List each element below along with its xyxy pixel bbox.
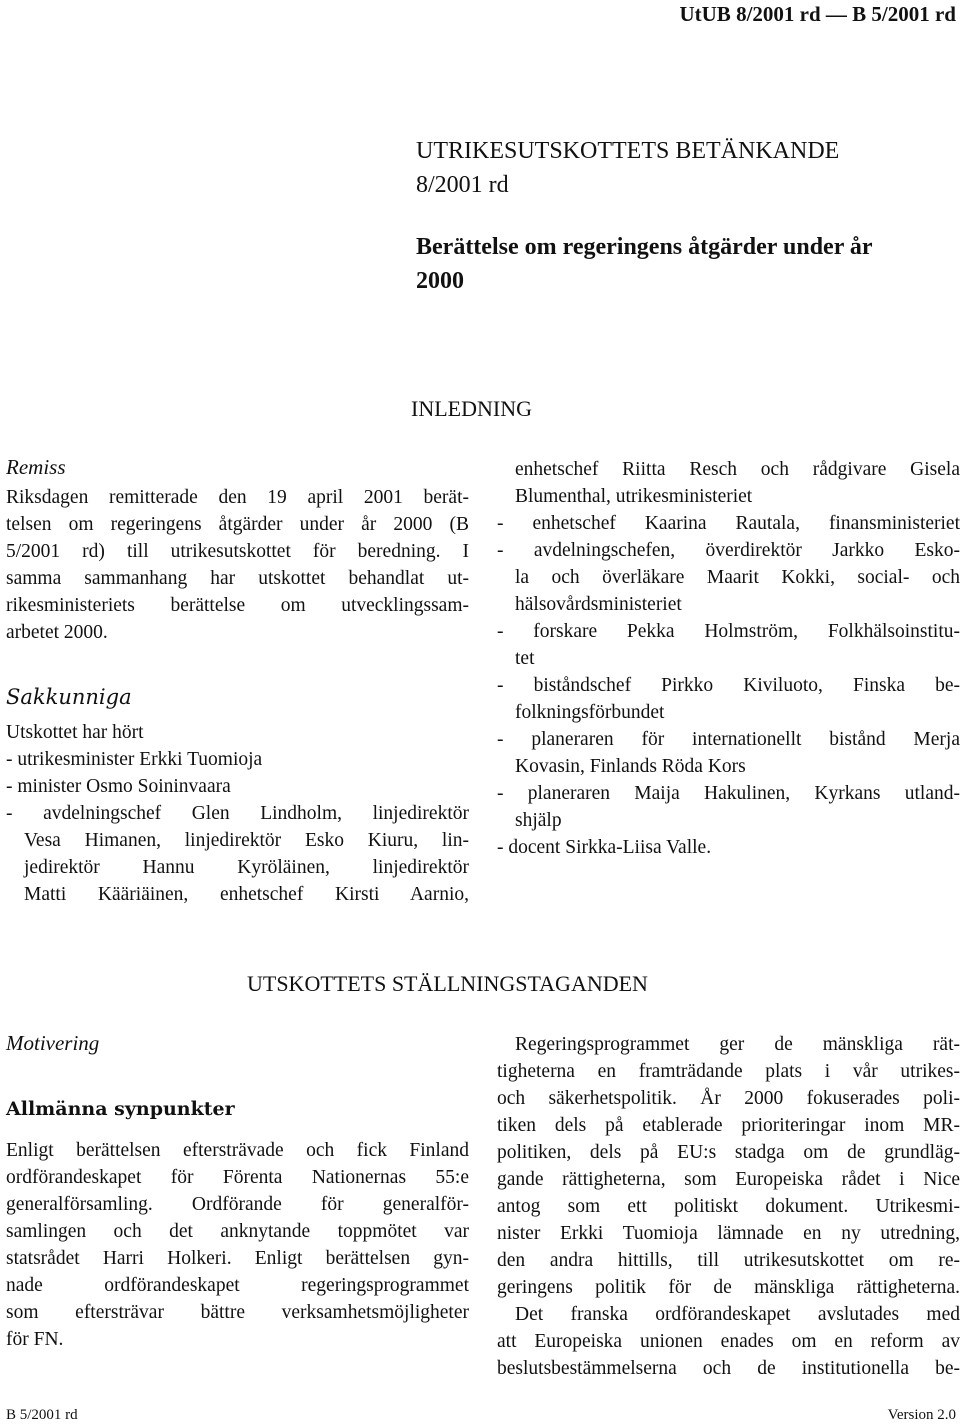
- list-item: - avdelningschef Glen Lindholm, linjedirektör: [6, 803, 469, 824]
- text-line: Matti Kääriäinen, enhetschef Kirsti Aarnio,: [24, 884, 469, 905]
- document-title-line-1: UTRIKESUTSKOTTETS BETÄNKANDE: [416, 138, 840, 164]
- text-line: Regeringsprogrammet ger de mänskliga rät-: [515, 1034, 960, 1055]
- text-line: gande rättigheterna, som Europeiska rådet i Nice: [497, 1169, 960, 1190]
- running-head: UtUB 8/2001 rd — B 5/2001 rd: [679, 2, 956, 26]
- sakkunniga-heading: Sakkunniga: [6, 685, 132, 709]
- list-item: - minister Osmo Soininvaara: [6, 776, 231, 797]
- text-line: Vesa Himanen, linjedirektör Esko Kiuru, lin-: [24, 830, 469, 851]
- sakkunniga-list-continued: [497, 456, 960, 861]
- text-line: statsrådet Harri Holkeri. Enligt berättelsen gyn-: [6, 1248, 469, 1269]
- document-subtitle-line-1: Berättelse om regeringens åtgärder under år: [416, 234, 873, 260]
- section-heading-stallningstaganden: UTSKOTTETS STÄLLNINGSTAGANDEN: [247, 971, 648, 996]
- sakkunniga-list: [6, 719, 469, 908]
- section-heading-inledning: INLEDNING: [411, 396, 532, 421]
- remiss-heading: Remiss: [6, 455, 66, 479]
- text-line: Kovasin, Finlands Röda Kors: [515, 756, 746, 777]
- text-line: samlingen och det anknytande toppmötet var: [6, 1221, 469, 1242]
- text-line: rikesministeriets berättelse om utvecklingssam-: [6, 595, 469, 616]
- allmanna-synpunkter-heading: Allmänna synpunkter: [6, 1098, 235, 1120]
- text-line: tiken dels på etablerade prioriteringar inom MR-: [497, 1115, 960, 1136]
- text-line: geringens politik för de mänskliga rättigheterna.: [497, 1277, 960, 1298]
- remiss-paragraph: [6, 484, 469, 646]
- text-line: nister Erkki Tuomioja lämnade en ny utredning,: [497, 1223, 960, 1244]
- text-line: tet: [515, 648, 535, 669]
- text-line: shjälp: [515, 810, 562, 831]
- text-line: att Europeiska unionen enades om en reform av: [497, 1331, 960, 1352]
- text-line: och säkerhetspolitik. År 2000 fokuserades poli-: [497, 1088, 960, 1109]
- text-line: Riksdagen remitterade den 19 april 2001 berät-: [6, 487, 469, 508]
- footer-document-id: B 5/2001 rd: [6, 1407, 78, 1423]
- text-line: beslutsbestämmelserna och de institutionella be-: [497, 1358, 960, 1379]
- rights-paragraph: [497, 1031, 960, 1382]
- text-line: arbetet 2000.: [6, 622, 108, 643]
- text-line: politiken, dels på EU:s stadga om de grundläg-: [497, 1142, 960, 1163]
- text-line: Det franska ordförandeskapet avslutades med: [515, 1304, 960, 1325]
- document-title-line-2: 8/2001 rd: [416, 172, 509, 198]
- list-item: - biståndschef Pirkko Kiviluoto, Finska be-: [497, 675, 960, 696]
- text-line: nade ordförandeskapet regeringsprogrammet: [6, 1275, 469, 1296]
- footer-version: Version 2.0: [887, 1407, 956, 1423]
- text-line: Enligt berättelsen eftersträvade och fick Finland: [6, 1140, 469, 1161]
- list-item: - planeraren för internationellt bistånd Merja: [497, 729, 960, 750]
- list-item: - enhetschef Kaarina Rautala, finansministeriet: [497, 513, 960, 534]
- text-line: Utskottet har hört: [6, 722, 144, 743]
- text-line: telsen om regeringens åtgärder under år 2000 (B: [6, 514, 469, 535]
- list-item: - avdelningschefen, överdirektör Jarkko Esko-: [497, 540, 960, 561]
- list-item: - docent Sirkka-Liisa Valle.: [497, 837, 712, 858]
- text-line: enhetschef Riitta Resch och rådgivare Gisela: [515, 459, 960, 480]
- text-line: 5/2001 rd) till utrikesutskottet för beredning. I: [6, 541, 469, 562]
- text-line: antog som ett politiskt dokument. Utrikesmi-: [497, 1196, 960, 1217]
- text-line: tigheterna en framträdande plats i vår utrikes-: [497, 1061, 960, 1082]
- list-item: - utrikesminister Erkki Tuomioja: [6, 749, 263, 770]
- list-item: - planeraren Maija Hakulinen, Kyrkans utland-: [497, 783, 960, 804]
- text-line: ordförandeskapet för Förenta Nationernas 55:e: [6, 1167, 469, 1188]
- text-line: folkningsförbundet: [515, 702, 665, 723]
- allmanna-paragraph: [6, 1137, 469, 1353]
- text-line: som eftersträvar bättre verksamhetsmöjligheter: [6, 1302, 469, 1323]
- text-line: la och överläkare Maarit Kokki, social- och: [515, 567, 960, 588]
- text-line: för FN.: [6, 1329, 64, 1350]
- text-line: Blumenthal, utrikesministeriet: [515, 486, 753, 507]
- text-line: samma sammanhang har utskottet behandlat ut-: [6, 568, 469, 589]
- motivering-heading: Motivering: [6, 1031, 100, 1055]
- list-item: - forskare Pekka Holmström, Folkhälsoinstitu-: [497, 621, 960, 642]
- text-line: generalförsamling. Ordförande för generalför-: [6, 1194, 469, 1215]
- text-line: den andra hittills, till utrikesutskottet om re-: [497, 1250, 960, 1271]
- document-subtitle-line-2: 2000: [416, 268, 464, 294]
- text-line: hälsovårdsministeriet: [515, 594, 682, 615]
- text-line: jedirektör Hannu Kyröläinen, linjedirektör: [24, 857, 469, 878]
